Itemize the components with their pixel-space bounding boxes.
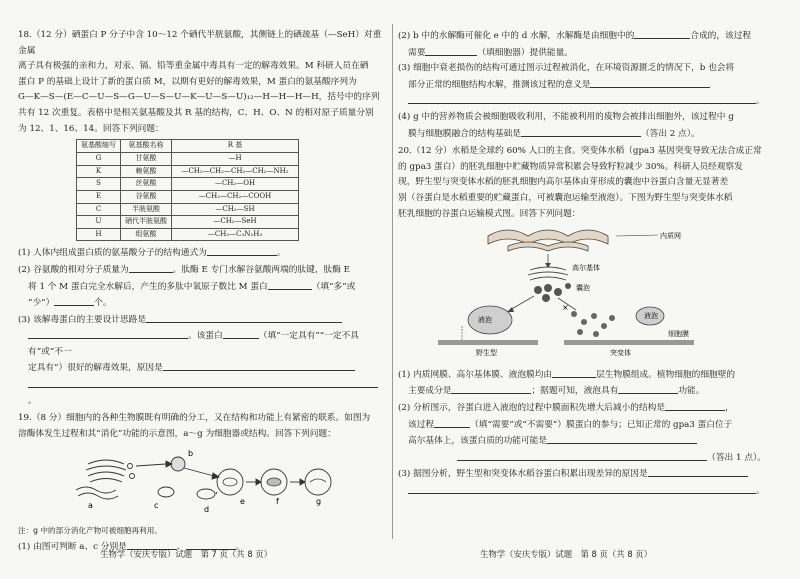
q18-sub2-cont [18, 295, 386, 312]
q18-sub2-cont [18, 279, 386, 296]
process-arrows [136, 461, 305, 494]
table-cell: 组氨酸 [121, 228, 172, 241]
q18-intro-1: 18.（12 分）硒蛋白 P 分子中含 10～12 个硒代半胱氨酸，其侧链上的硒巯基（—SeH）对重金属 [18, 30, 382, 56]
q20-sub2-text: （填“需要”或“不需要”）膜蛋白的参与；已知正常的 gpa3 蛋白位于 [470, 419, 733, 430]
q19-sub1-text: 、 [176, 541, 186, 552]
answer-blank[interactable] [268, 279, 312, 290]
answer-blank[interactable] [665, 400, 725, 411]
q20-intro-5: 胚乳细胞的谷蛋白运输模式图。回答下列问题： [398, 208, 581, 219]
q19-sub2-text: 合成的，该过程 [690, 31, 752, 41]
table-row [77, 190, 299, 203]
organelle-d [197, 489, 215, 499]
table-cell: —CH₂—SeH [172, 216, 299, 229]
q19-sub3-text: 部分正常的细胞结构水解，推测该过程的意义是 [408, 79, 591, 90]
q18-sub2-text: 将 1 个 M 蛋白完全水解后，产生的多肽中氧原子数比 M 蛋白 [28, 281, 268, 292]
q20-sub2-text: （答出 1 点）。 [707, 452, 766, 463]
right-column [398, 28, 766, 499]
digest-fragment [310, 479, 326, 482]
table-row [77, 153, 299, 166]
arrow-head [507, 307, 514, 312]
q20-intro-4: 别（谷蛋白是水稻重要的贮藏蛋白，可被囊泡运输至液泡）。下图为野生型与突变体水稻 [398, 192, 733, 203]
answer-blank[interactable] [28, 328, 188, 339]
cross-mark: × [562, 303, 569, 313]
answer-blank[interactable] [408, 483, 756, 494]
q18-sub3-cont [18, 377, 386, 409]
q19-sub4-text: （答出 2 点）。 [640, 128, 700, 139]
q20-sub3-text: (3) 据图分析，野生型和突变体水稻谷蛋白积累出现差异的原因是 [398, 469, 648, 480]
label-e: e [240, 497, 245, 507]
answer-blank[interactable] [457, 450, 707, 461]
q18-sub2-text: （填“多”或 [311, 281, 356, 292]
q19-sub2-text: (2) b 中的水解酶可催化 e 中的 d 水解，水解酶是由细胞中的 [398, 31, 635, 41]
q19-sub2 [398, 28, 766, 45]
q18-sub2-text: 个。 [94, 298, 112, 309]
table-cell: —CH₂—CH₂—CH₂—CH₂—NH₂ [172, 165, 299, 178]
q18-intro-4: G—K—S—(E—C—U—S—G—U—S—U—K—U—S—U)₁₂—H—H—H—H，括号中的序列 [18, 92, 380, 103]
table-cell: G [77, 153, 121, 166]
q18-sub3-cont [18, 360, 386, 377]
q20-sub1 [398, 367, 766, 384]
q20-sub2-text: ， [725, 402, 734, 413]
table-header: 氨基酸名称 [121, 140, 172, 153]
golgi-apparatus [528, 267, 568, 280]
table-cell: S [77, 178, 121, 191]
glutelin-transport-diagram [398, 222, 766, 360]
q19-sub3 [398, 61, 766, 77]
question-20 [398, 144, 766, 499]
table-row [77, 228, 299, 241]
label-c: c [154, 501, 159, 511]
answer-blank[interactable] [547, 433, 697, 444]
q20-sub2-text: (2) 分析图示，谷蛋白进入液泡的过程中膜面积先增大后减小的结构是 [398, 402, 666, 413]
label-g: g [316, 497, 322, 507]
q20-intro-2: 的 gpa3 蛋白）的胚乳细胞中贮藏物质异常积累会导致籽粒减少 30%。科研人员经观察发 [398, 161, 743, 172]
q20-sub2-text: 高尔基体上，该蛋白质的功能可能是 [408, 436, 547, 447]
q18-intro-5: 共有 12 次重复。表格中是相关氨基酸及其 R 基的结构，C、H、O、N 的相对原子质量分别 [18, 107, 374, 118]
inner-organelle [223, 478, 237, 486]
answer-blank[interactable] [129, 262, 173, 273]
q20-sub1-text: 层生物膜组成。植物细胞的细胞壁的 [596, 369, 736, 380]
autophagosome-e [217, 469, 243, 495]
table-header: 氨基酸缩写 [77, 140, 121, 153]
table-row [77, 216, 299, 229]
q19-sub1-text: 。 [235, 541, 245, 552]
q18-sub3-text: (3) 该解毒蛋白的主要设计思路是 [18, 314, 147, 325]
answer-blank[interactable] [634, 28, 690, 39]
answer-blank[interactable] [207, 245, 277, 256]
q19-sub3-cont [398, 93, 766, 110]
question-19 [18, 411, 386, 555]
q20-intro-1: 20.（12 分）水稻是全球约 60% 人口的主食。突变体水稻（gpa3 基因突变导致无法合成正常 [398, 146, 762, 157]
q18-intro-6: 为 12、1、16、14。回答下列问题： [18, 123, 164, 134]
table-cell: U [77, 216, 121, 229]
answer-blank[interactable] [54, 295, 94, 306]
q18-sub3-text: （填“一定具有”“一定不具有”或“不一 [28, 331, 359, 357]
table-cell: 硒代半胱氨酸 [121, 216, 172, 229]
page-footer-right: 生物学（安庆专版）试题 第 8 页（共 8 页） [480, 549, 653, 559]
lysosome-diagram [18, 442, 386, 516]
q20-sub1-text: 功能。 [678, 386, 705, 397]
table-row [77, 178, 299, 191]
answer-blank[interactable] [28, 377, 378, 388]
er-structure [76, 487, 118, 499]
structure-g [305, 469, 331, 495]
label-golgi: 高尔基体 [572, 264, 600, 273]
q18-sub3-cont [18, 328, 386, 360]
structure-c [158, 487, 174, 497]
answer-blank[interactable] [146, 312, 342, 323]
er-structure [488, 230, 608, 251]
answer-blank[interactable] [425, 45, 477, 56]
table-cell: —CH₂—C₃N₂H₃ [172, 228, 299, 241]
q19-sub4 [398, 110, 766, 126]
arrow-wild [510, 296, 534, 310]
label-vacuole-1: 液泡 [478, 316, 492, 325]
table-cell: 丝氨酸 [121, 178, 172, 191]
period: 。 [756, 96, 765, 107]
inner-organelle [267, 478, 281, 486]
q19-intro-1: 19.（8 分）细胞内的各种生物膜既有明确的分工，又在结构和功能上有紧密的联系。如图为 [18, 413, 371, 424]
q20-sub3 [398, 466, 766, 483]
q20-sub3-cont [398, 483, 766, 500]
q19-sub3-text: (3) 细胞中衰老损伤的结构可通过图示过程被消化，在环境资源匮乏的情况下，b 也会将 [398, 63, 735, 74]
table-cell: 谷氨酸 [121, 190, 172, 203]
q20-sub2 [398, 400, 766, 417]
q18-intro-2: 离子具有极强的亲和力，对汞、镉、铅等重金属中毒具有一定的解毒效果。M 科研人员在硒 [18, 61, 369, 72]
q20-intro-3: 现，野生型与突变体水稻的胚乳细胞内高尔基体由芽形成的囊泡中谷蛋白含量无显著差 [398, 177, 729, 188]
table-cell: —H [172, 153, 299, 166]
q18-sub1 [18, 245, 386, 262]
table-header-row [77, 140, 299, 153]
lysosome-b [171, 457, 185, 471]
label-vacuole-2: 液泡 [644, 312, 658, 321]
table-row [77, 203, 299, 216]
q19-sub4-text: (4) g 中的营养物质会被细胞吸收利用，不能被利用的废物会被排出细胞外，该过程中 g [398, 111, 734, 122]
q19-sub2-text: （填细胞器）提供能量。 [477, 47, 573, 58]
cell-wall-mutant [564, 340, 694, 345]
q19-sub2-cont [398, 45, 766, 62]
q18-sub3-text: 。该蛋白 [188, 331, 223, 342]
q18-sub3 [18, 312, 386, 329]
q20-sub1-text: ；据题可知，液泡具有 [531, 386, 619, 397]
q19-sub4-text: 膜与细胞膜融合的结构基础是 [408, 128, 521, 139]
table-row [77, 165, 299, 178]
q18-sub2 [18, 262, 386, 279]
table-cell: —CH₂—SH [172, 203, 299, 216]
golgi-stack [86, 460, 135, 482]
table-header: R 基 [172, 140, 299, 153]
diagram-note: 注：g 中的部分消化产物可被细胞再利用。 [18, 526, 162, 536]
table-cell: —CH₂—OH [172, 178, 299, 191]
table-cell: 甘氨酸 [121, 153, 172, 166]
q18-sub3-text: 定具有”）很好的解毒效果，原因是 [28, 363, 163, 374]
answer-blank[interactable] [521, 126, 641, 137]
q18-sub2-text: “少”） [28, 298, 55, 309]
column-divider [392, 24, 393, 539]
q18-sub2-text: 。肽酶 E 专门水解谷氨酸两端的肽键，肽酶 E [172, 264, 350, 275]
leader-line [616, 235, 658, 236]
label-d: d [204, 505, 210, 515]
label-b: b [188, 449, 194, 459]
left-column [18, 28, 386, 555]
answer-blank[interactable] [163, 360, 355, 371]
table-cell: 半胱氨酸 [121, 203, 172, 216]
label-wild-type: 野生型 [476, 349, 497, 358]
mutant-vesicles [571, 311, 615, 337]
label-mutant: 突变体 [610, 349, 631, 358]
label-f: f [276, 497, 279, 507]
table-cell: K [77, 165, 121, 178]
answer-blank[interactable] [223, 328, 259, 339]
q20-sub2-cont [398, 417, 766, 434]
label-membrane: 细胞膜 [668, 330, 689, 339]
q19-sub3-cont [398, 77, 766, 94]
table-cell: H [77, 228, 121, 241]
q20-sub2-cont [398, 433, 766, 450]
q20-sub1-text: (1) 内质网膜、高尔基体膜、液泡膜均由 [398, 369, 553, 380]
q19-sub2-text: 需要 [408, 47, 426, 58]
q20-sub1-text: 主要成分是 [408, 386, 452, 397]
q20-sub2-cont [398, 450, 766, 467]
answer-blank[interactable] [408, 93, 756, 104]
label-a: a [88, 501, 93, 511]
q18-sub2-text: (2) 谷氨酸的相对分子质量为 [18, 264, 129, 275]
q20-sub1-cont [398, 383, 766, 400]
answer-blank[interactable] [434, 417, 470, 428]
answer-blank[interactable] [552, 367, 596, 378]
page-footer-left: 生物学（安庆专版）试题 第 7 页（共 8 页） [100, 549, 273, 559]
q18-sub1-text: (1) 人体内组成蛋白质的氨基酸分子的结构通式为 [18, 248, 207, 259]
period: 。 [28, 395, 37, 406]
answer-blank[interactable] [590, 77, 710, 88]
answer-blank[interactable] [618, 383, 678, 394]
amino-acid-table [76, 139, 299, 241]
vesicles [534, 283, 571, 302]
q19-sub1-text: (1) 由图可判断 a、c 分别是 [18, 541, 127, 552]
answer-blank[interactable] [451, 383, 531, 394]
period: 。 [756, 485, 765, 496]
label-er: 内质网 [660, 232, 681, 241]
question-18 [18, 28, 386, 409]
answer-blank[interactable] [648, 466, 748, 477]
table-cell: C [77, 203, 121, 216]
period: 。 [276, 248, 286, 259]
cell-wall-wild [438, 340, 538, 345]
label-vesicle: 囊泡 [576, 284, 590, 293]
q20-sub2-text: 该过程 [408, 419, 435, 430]
q19-intro-2: 溶酶体发生过程和其“消化”功能的示意图，a～g 为细胞器或结构。回答下列问题： [18, 428, 336, 439]
q18-intro-3: 蛋白 P 的基础上设计了新的蛋白质 M，以期有更好的解毒效果，M 蛋白的氨基酸序列为 [18, 76, 357, 87]
table-cell: —CH₂—CH₂—COOH [172, 190, 299, 203]
table-cell: 赖氨酸 [121, 165, 172, 178]
q19-sub4-cont [398, 126, 766, 143]
table-cell: E [77, 190, 121, 203]
